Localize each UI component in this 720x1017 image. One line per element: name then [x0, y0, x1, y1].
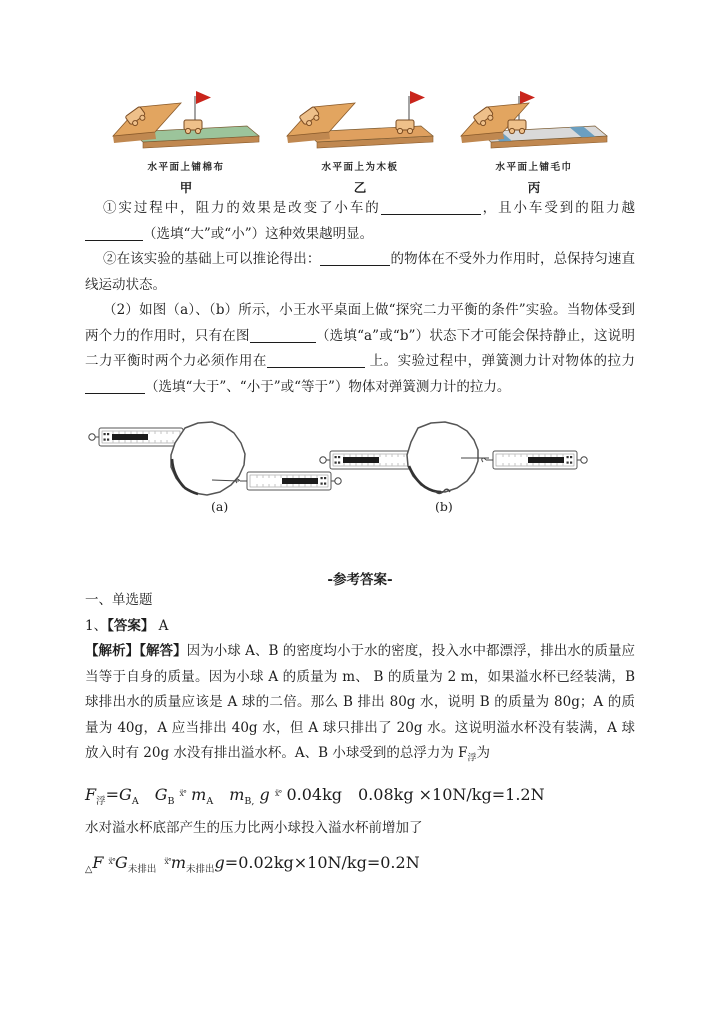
- spring-scale-b-right: [482, 451, 587, 469]
- figure-bing: [459, 86, 609, 196]
- question-paragraph-2: ②在该实验的基础上可以推论得出： 的物体在不受外力作用时，总保持匀速直线运动状态。: [85, 251, 636, 293]
- figure-caption: 水平面上铺毛巾: [495, 162, 573, 173]
- section-heading: 一、单选题: [85, 592, 153, 608]
- answer-blank: [85, 226, 143, 241]
- incline-diagram-towel: [459, 86, 609, 154]
- pressure-statement: 水对溢水杯底部产生的压力比两小球投入溢水杯前增加了: [85, 820, 423, 837]
- figure-yi: [285, 86, 435, 196]
- incline-diagram-wood: [285, 86, 435, 154]
- incline-diagram-cotton: [111, 86, 261, 154]
- buoyancy-formula: $F_浮=G_A$ $G_B$ $^{ẍ^\circ}$ $m_A$ $m_{B,}$ g $^{ẍ^\circ}$ 0.04kg 0.08kg ×10N/kg=1.2N: [85, 785, 545, 808]
- figure-caption: 水平面上为木板: [321, 162, 399, 173]
- question-paragraph-3: （2）如图（a）、（b）所示，小王水平桌面上做“探究二力平衡的条件”实验。当物体受到两个力的作用时，只有在图 （选填“a”或“b”）状态下才可能会保持静止，这说明二力平衡时两个力必须作用在 上。实验过程中，弹簧测力计对物体的拉力（选填“大于”、“小于”或“等于”）物体对弹簧测力计的拉力。: [85, 302, 636, 395]
- figure-caption: 水平面上铺棉布: [147, 162, 225, 173]
- question-section: [0, 196, 720, 400]
- question-1-answer: 1、【答案】 A: [85, 617, 169, 634]
- label-a: (a): [211, 499, 229, 514]
- figure-label: 乙: [353, 180, 367, 195]
- setup-a: [89, 422, 341, 514]
- answer-section: [0, 588, 720, 884]
- answer-key-title: -参考答案-: [327, 572, 393, 588]
- friction-experiment-figures: [0, 0, 720, 196]
- balance-experiment-figure: [85, 414, 635, 516]
- setup-b: [320, 422, 587, 514]
- answer-blank: [250, 328, 316, 343]
- pressure-formula: $_\triangle$F $^{ẍ^\circ}G_{未排出}$ $^{ẍ^\circ}m_{未排出}g=0.02kg\times 10N/kg=0.2N$: [85, 852, 420, 876]
- answer-blank: [85, 379, 145, 394]
- analysis-paragraph: 【解析】【解答】因为小球 A、B 的密度均小于水的密度，投入水中都漂浮，排出水的质量应当等于自身的质量。因为小球 A 的质量为 m、 B 的质量为 2 m，如果溢水杯已经装满，B 球排出水的质量应该是 A 球的二倍。那么 B 排出 80g 水，说明 B 的质量为 80g；A 的质量为 40g，A 应当排出 40g 水，但 A 球只排出了 20g 水。这说明溢水杯没有装满，A 球放入时有 20g 水没有排出溢水杯。A、B 小球受到的总浮力为 $F_浮$为: [85, 643, 635, 764]
- figure-jia: [111, 86, 261, 196]
- answer-blank: [381, 200, 481, 215]
- answer-blank: [320, 251, 390, 266]
- spring-scale-a-right: [236, 472, 341, 490]
- question-paragraph-1: ①实过程中，阻力的效果是改变了小车的 ，且小车受到的阻力越（选填“大”或“小”）这种效果越明显。: [85, 196, 635, 247]
- figure-label: 丙: [527, 180, 541, 195]
- label-b: (b): [435, 499, 453, 514]
- answer-blank: [267, 353, 365, 368]
- figure-label: 甲: [179, 180, 193, 195]
